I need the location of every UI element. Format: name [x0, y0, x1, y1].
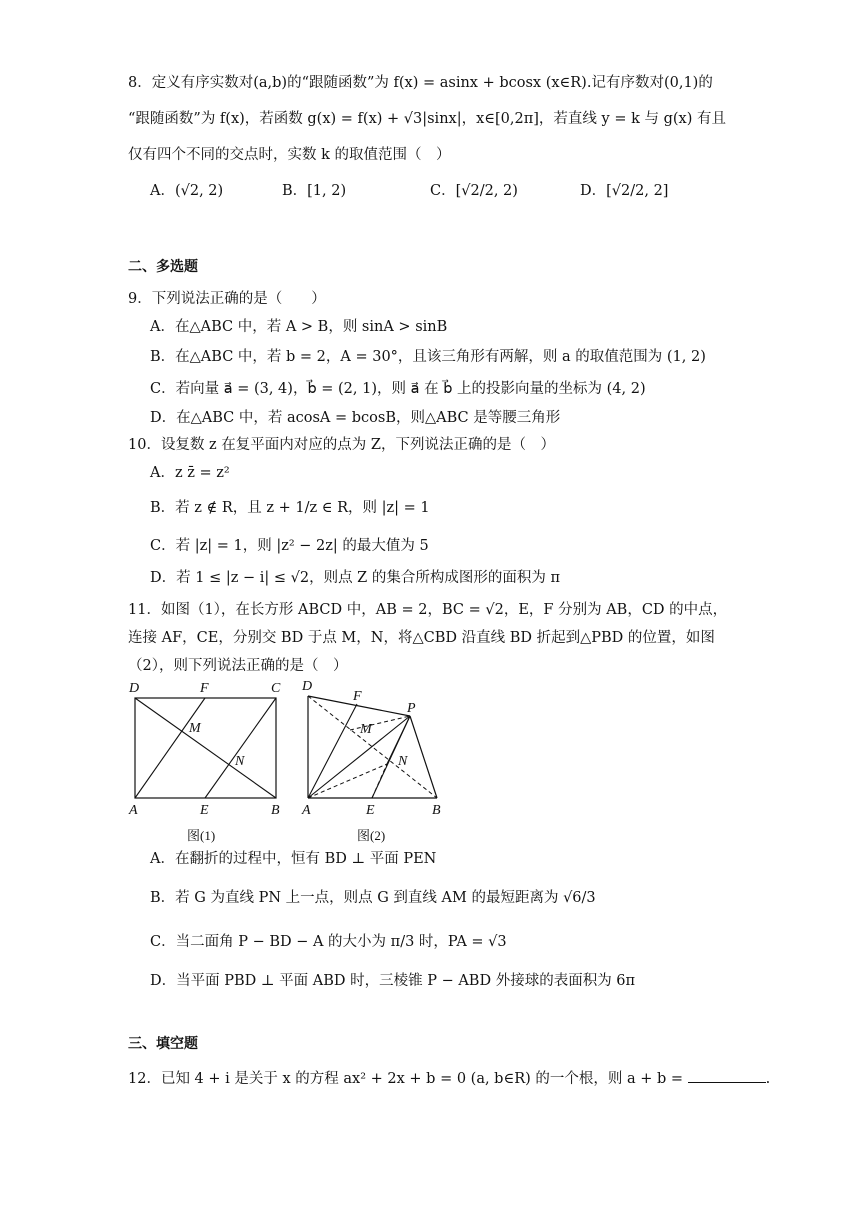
fig2-caption: 图(2) [357, 828, 386, 843]
fig2-segment-af [308, 704, 357, 798]
fig2-edge-pb [410, 716, 437, 798]
fig1-label-n: N [235, 754, 245, 769]
q10-option-d: D．若 1 ≤ |z − i| ≤ √2，则点 Z 的集合所构成图形的面积为 π [150, 570, 561, 586]
q11-option-a: A．在翻折的过程中，恒有 BD ⊥ 平面 PEN [150, 851, 437, 867]
fig2-label-e: E [366, 803, 375, 818]
q10-stem: 10．设复数 z 在复平面内对应的点为 Z，下列说法正确的是（ ） [128, 437, 555, 453]
q12-line [128, 1068, 770, 1090]
figure-1 [128, 681, 281, 818]
figure-2 [301, 679, 441, 818]
q9-option-a: A．在△ABC 中，若 A > B，则 sinA > sinB [150, 319, 448, 335]
fig2-label-a: A [302, 803, 311, 818]
fig1-label-f: F [200, 681, 209, 696]
fig2-label-d: D [302, 679, 313, 694]
q10-option-b: B．若 z ∉ R，且 z + 1/z ∈ R，则 |z| = 1 [150, 500, 430, 516]
q8-line1: 8．定义有序实数对(a,b)的“跟随函数”为 f(x) = asinx + bcosx (x∈R).记有序数对(0,1)的 [128, 75, 713, 91]
q8-line3: 仅有四个不同的交点时，实数 k 的取值范围（ ） [128, 147, 451, 163]
fig2-label-f: F [353, 689, 362, 704]
fig1-label-a: A [129, 803, 138, 818]
fig2-label-b: B [432, 803, 441, 818]
fig1-segment-ec [205, 698, 276, 798]
q11-option-c: C．当二面角 P − BD − A 的大小为 π/3 时，PA = √3 [150, 934, 507, 950]
fig1-label-d: D [129, 681, 140, 696]
fig2-dashed-an [308, 764, 387, 798]
q12-end: . [765, 1071, 771, 1087]
q10-option-c: C．若 |z| = 1，则 |z² − 2z| 的最大值为 5 [150, 538, 429, 554]
q9-stem: 9．下列说法正确的是（ ） [128, 291, 326, 307]
fig1-label-b: B [271, 803, 280, 818]
q8-line2: “跟随函数”为 f(x)，若函数 g(x) = f(x) + √3|sinx|，x∈[0,2π]，若直线 y = k 与 g(x) 有且 [128, 111, 726, 127]
q8-option-d: D．[√2/2, 2] [580, 183, 669, 199]
q8-option-c: C．[√2/2, 2) [430, 183, 518, 199]
section-fill-blank-heading: 三、填空题 [128, 1036, 198, 1052]
q9-option-b: B．在△ABC 中，若 b = 2，A = 30°，且该三角形有两解，则 a 的取值范围为 (1, 2) [150, 349, 706, 365]
q8-option-b: B．[1, 2) [282, 183, 347, 199]
q11-figures [125, 678, 455, 848]
q10-option-a: A．z z̄ = z² [150, 465, 230, 481]
q11-option-b: B．若 G 为直线 PN 上一点，则点 G 到直线 AM 的最短距离为 √6/3 [150, 890, 596, 906]
q11-line1: 11．如图（1），在长方形 ABCD 中，AB = 2，BC = √2，E，F 分别为 AB，CD 的中点， [128, 602, 728, 618]
fig1-caption: 图(1) [187, 828, 216, 843]
q11-option-d: D．当平面 PBD ⊥ 平面 ABD 时，三棱锥 P − ABD 外接球的表面积为 6π [150, 973, 636, 989]
fig2-label-n: N [398, 754, 408, 769]
q9-option-c: C．若向量 a⃗ = (3, 4)，b⃗ = (2, 1)，则 a⃗ 在 b⃗ 上的投影向量的坐标为 (4, 2) [150, 381, 646, 397]
fig2-label-m: M [360, 722, 372, 737]
fig1-label-e: E [200, 803, 209, 818]
q8-option-a: A．(√2, 2) [150, 183, 224, 199]
fig2-label-p: P [407, 701, 416, 716]
q12-text: 12．已知 4 + i 是关于 x 的方程 ax² + 2x + b = 0 (a, b∈R) 的一个根，则 a + b = [128, 1071, 684, 1087]
q9-option-d: D．在△ABC 中，若 acosA = bcosB，则△ABC 是等腰三角形 [150, 410, 561, 426]
q12-answer-blank[interactable] [688, 1068, 766, 1083]
fig1-label-m: M [189, 721, 201, 736]
q11-line3: （2），则下列说法正确的是（ ） [128, 658, 348, 674]
fig1-label-c: C [271, 681, 281, 696]
fig1-diagonal-bd [135, 698, 276, 798]
section-multi-choice-heading: 二、多选题 [128, 259, 198, 275]
q11-line2: 连接 AF，CE，分别交 BD 于点 M，N，将△CBD 沿直线 BD 折起到△PBD 的位置，如图 [128, 630, 715, 646]
fig1-segment-af [135, 698, 205, 798]
